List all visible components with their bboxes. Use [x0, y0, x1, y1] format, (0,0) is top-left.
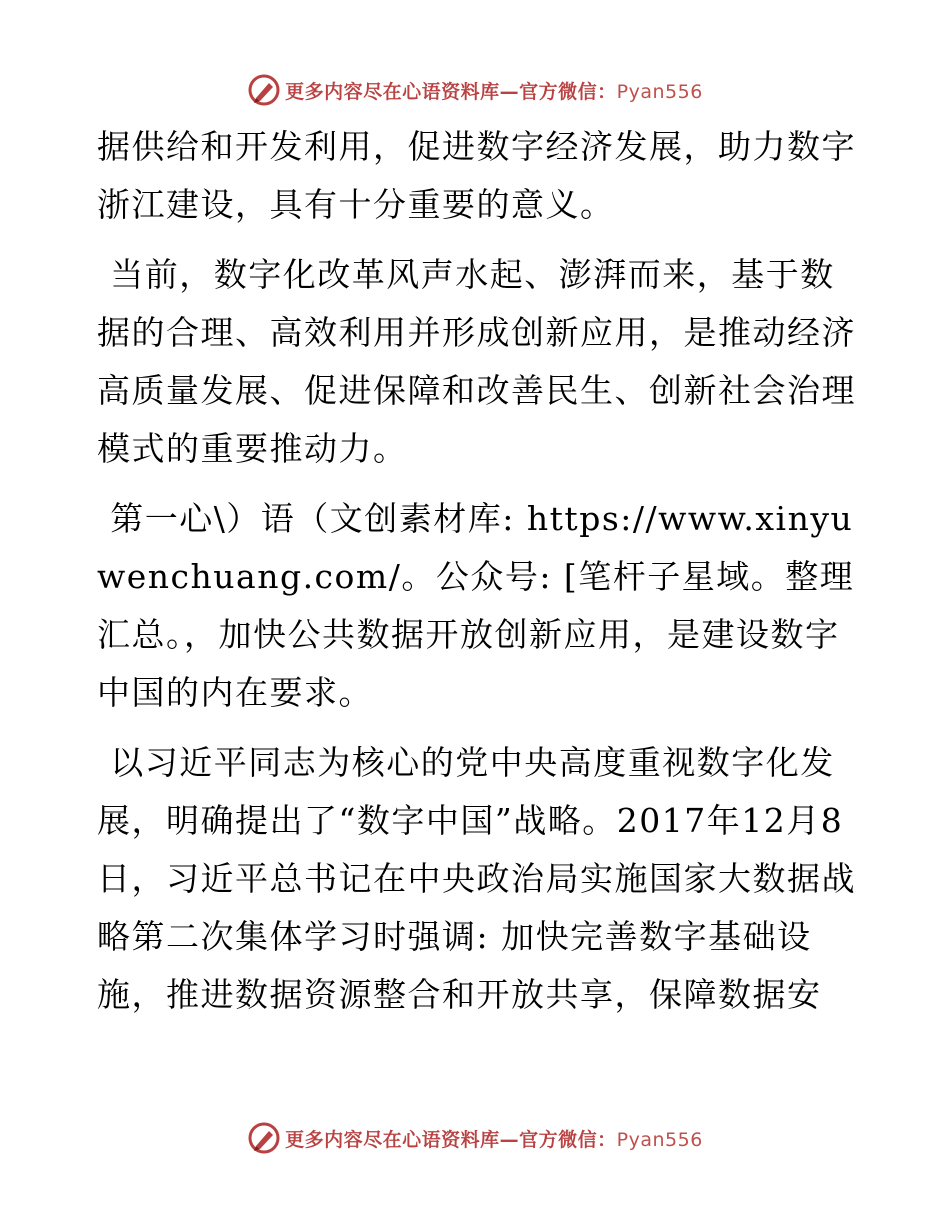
header-watermark — [0, 70, 950, 110]
footer-watermark — [0, 1118, 950, 1158]
pen-circle-logo-icon — [247, 73, 281, 107]
watermark-wechat-id: Pyan556 — [616, 1128, 703, 1151]
watermark-text: 更多内容尽在心语资料库—官方微信：Pyan556 — [285, 80, 703, 103]
watermark-text: 更多内容尽在心语资料库—官方微信：Pyan556 — [285, 1128, 703, 1151]
watermark-wechat-id: Pyan556 — [616, 80, 703, 103]
paragraph-2: 当前，数字化改革风声水起、澎湃而来，基于数据的合理、高效利用并形成创新应用，是推动经济高质量发展、促进保障和改善民生、创新社会治理模式的重要推动力。 — [97, 255, 856, 468]
document-body — [97, 118, 857, 1036]
paragraph-3: 第一心\）语（文创素材库: https://www.xinyuwenchuang.com/。公众号: [笔杆子星域。整理汇总。，加快公共数据开放创新应用，是建设数字中国的内在要求。 — [97, 499, 855, 712]
paragraph-4: 以习近平同志为核心的党中央高度重视数字化发展，明确提出了“数字中国”战略。2017年12月8日，习近平总书记在中央政治局实施国家大数据战略第二次集体学习时强调: 加快完善数字基础设施，推进数据资源整合和开放共享，保障数据安 — [97, 743, 856, 1014]
pen-circle-logo-icon — [247, 1121, 281, 1155]
paragraph-1: 据供给和开发利用，促进数字经济发展，助力数字浙江建设，具有十分重要的意义。 — [97, 127, 856, 224]
